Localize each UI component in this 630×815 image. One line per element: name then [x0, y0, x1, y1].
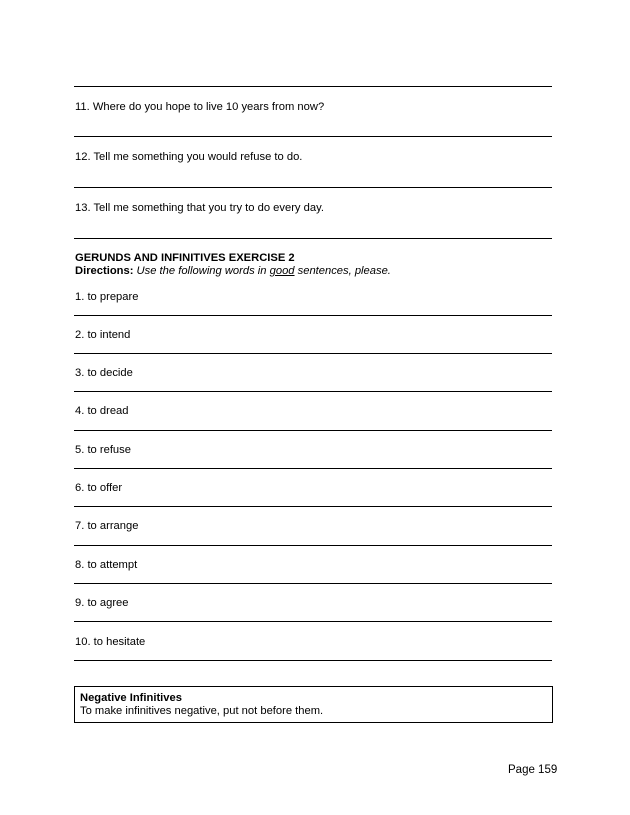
exercise-item-7: 7. to arrange [75, 520, 139, 532]
exercise-item-8: 8. to attempt [75, 559, 138, 571]
exercise-item-6: 6. to offer [75, 482, 123, 494]
exercise-item-9: 9. to agree [75, 597, 129, 609]
answer-line[interactable] [74, 545, 552, 546]
negative-infinitives-box [74, 686, 553, 723]
exercise-item-2: 2. to intend [75, 329, 131, 341]
answer-line[interactable] [74, 583, 552, 584]
directions-emphasis: good [269, 265, 295, 277]
directions-text-after: sentences, please. [294, 265, 391, 277]
directions-text [137, 265, 391, 277]
answer-line[interactable] [74, 238, 552, 239]
answer-line[interactable] [74, 468, 552, 469]
answer-line[interactable] [74, 621, 552, 622]
answer-line[interactable] [74, 660, 552, 661]
question-12: 12. Tell me something you would refuse to do. [75, 151, 303, 163]
page-number: Page 159 [508, 764, 558, 776]
answer-line[interactable] [74, 136, 552, 137]
answer-line[interactable] [74, 506, 552, 507]
question-11: 11. Where do you hope to live 10 years from now? [75, 101, 325, 113]
answer-line[interactable] [74, 86, 552, 87]
answer-line[interactable] [74, 430, 552, 431]
exercise-item-5: 5. to refuse [75, 444, 131, 456]
exercise-item-10: 10. to hesitate [75, 636, 146, 648]
exercise-directions [75, 265, 391, 278]
answer-line[interactable] [74, 391, 552, 392]
directions-label: Directions: [75, 265, 134, 277]
note-box-title: Negative Infinitives [80, 692, 182, 704]
answer-line[interactable] [74, 315, 552, 316]
exercise-item-4: 4. to dread [75, 405, 129, 417]
answer-line[interactable] [74, 187, 552, 188]
note-box-text: To make infinitives negative, put not before them. [80, 705, 324, 717]
answer-line[interactable] [74, 353, 552, 354]
exercise-title: GERUNDS AND INFINITIVES EXERCISE 2 [75, 252, 295, 264]
question-13: 13. Tell me something that you try to do every day. [75, 202, 324, 214]
exercise-item-3: 3. to decide [75, 367, 133, 379]
directions-text-before: Use the following words in [136, 265, 270, 277]
exercise-item-1: 1. to prepare [75, 291, 139, 303]
